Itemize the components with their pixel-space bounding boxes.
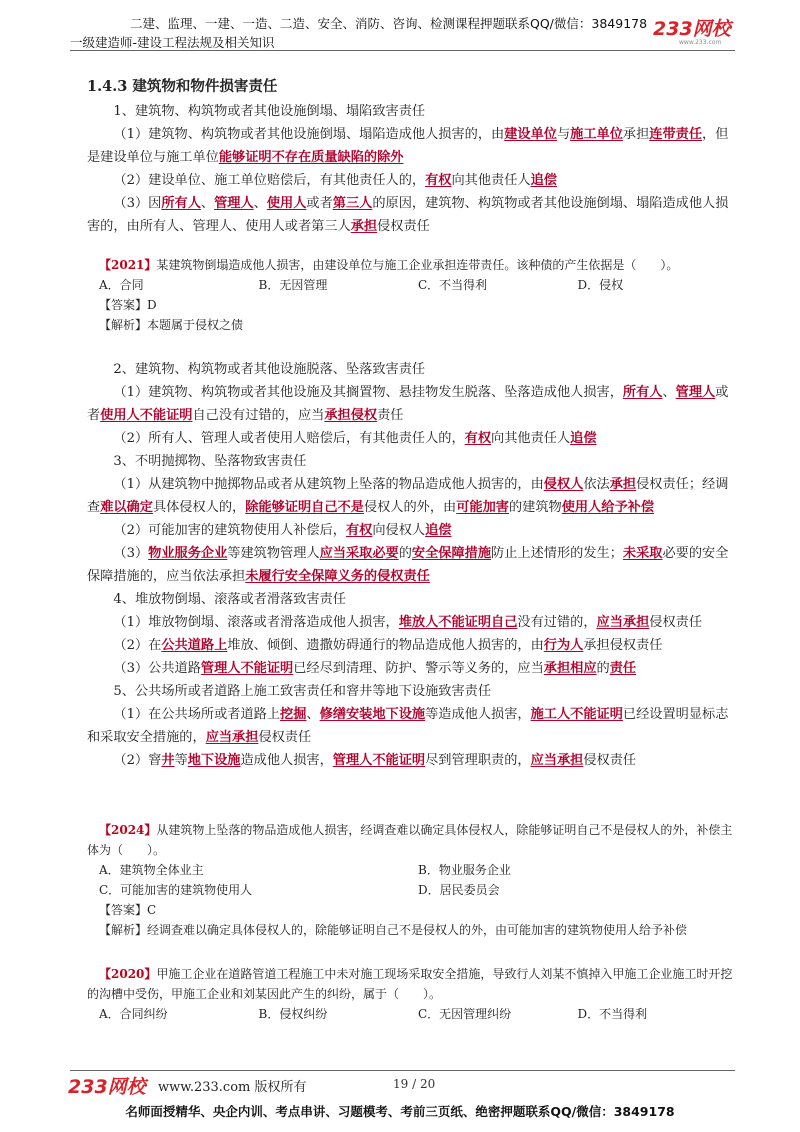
part-1-item-1: （1）建筑物、构筑物或者其他设施倒塌、塌陷造成他人损害的，由建设单位与施工单位承担连带责任，但是建设单位与施工单位能够证明不存在质量缺陷的除外 [87,127,729,165]
question-stem: 【2024】从建筑物上坠落的物品造成他人损害，经调查难以确定具体侵权人，除能够证明自己不是侵权人的外，补偿主体为（ ）。 [87,823,733,857]
footer-divider [70,1070,735,1071]
option-c: C．无因管理纠纷 [418,1007,512,1021]
option-d: D．侵权 [577,278,624,292]
question-answer: 【答案】D [99,298,157,312]
part-4-item-3: （3）公共道路管理人不能证明已经尽到清理、防护、警示等义务的，应当承担相应的责任 [113,661,637,676]
option-c: C．可能加害的建筑物使用人 [99,883,253,897]
part-1-item-2: （2）建设单位、施工单位赔偿后，有其他责任人的，有权向其他责任人追偿 [113,173,557,188]
section-title: 1.4.3 建筑物和物件损害责任 [87,78,278,95]
part-4-heading: 4、堆放物倒塌、滚落或者滑落致害责任 [113,592,346,607]
part-3-item-2: （2）可能加害的建筑物使用人补偿后，有权向侵权人追偿 [113,523,452,538]
footer-site: www.233.com 版权所有 [158,1080,307,1095]
question-options-row-1 [87,860,737,880]
footer-logo-icon [68,1073,153,1099]
option-d: D．居民委员会 [418,883,500,897]
part-5-item-1: （1）在公共场所或者道路上挖掘、修缮安装地下设施等造成他人损害，施工人不能证明已经设置明显标志和采取安全措施的，应当承担侵权责任 [87,707,729,745]
part-2-5 [87,358,737,772]
part-3-heading: 3、不明抛掷物、坠落物致害责任 [113,454,307,469]
part-4-item-2: （2）在公共道路上堆放、倾倒、遗撒妨碍通行的物品造成他人损害的，由行为人承担侵权责任 [113,638,663,653]
question-2021 [87,255,737,335]
part-3-item-3: （3）物业服务企业等建筑物管理人应当采取必要的安全保障措施防止上述情形的发生；未采取必要的安全保障措施的，应当依法承担未履行安全保障义务的侵权责任 [87,546,729,584]
question-2020 [87,964,737,1024]
question-2024 [87,820,737,940]
header-contact-line: 二建、监理、一建、一造、二造、安全、消防、咨询、检测课程押题联系QQ/微信：3849178 [130,16,648,31]
option-a: A．合同 [99,278,144,292]
part-2-item-1: （1）建筑物、构筑物或者其他设施及其搁置物、悬挂物发生脱落、坠落造成他人损害，所有人、管理人或者使用人不能证明自己没有过错的，应当承担侵权责任 [87,385,729,423]
question-analysis: 【解析】经调查难以确定具体侵权人的，除能够证明自己不是侵权人的外，由可能加害的建筑物使用人给予补偿 [99,923,688,937]
question-options [87,275,737,295]
option-c: C．不当得利 [418,278,488,292]
svg-text:233网校: 233网校 [653,18,731,40]
header-course-title: 一级建造师-建设工程法规及相关知识 [70,35,275,50]
option-a: A．合同纠纷 [99,1007,168,1021]
question-stem: 【2020】甲施工企业在道路管道工程施工中未对施工现场采取安全措施，导致行人刘某不慎掉入甲施工企业施工时开挖的沟槽中受伤，甲施工企业和刘某因此产生的纠纷，属于（ ）。 [87,967,733,1001]
part-1-item-3: （3）因所有人、管理人、使用人或者第三人的原因，建筑物、构筑物或者其他设施倒塌、塌陷造成他人损害的，由所有人、管理人、使用人或者第三人承担侵权责任 [87,196,729,234]
svg-text:233网校: 233网校 [68,1076,146,1098]
part-2-heading: 2、建筑物、构筑物或者其他设施脱落、坠落致害责任 [113,362,426,377]
question-options [87,1004,737,1024]
question-stem: 【2021】某建筑物倒塌造成他人损害，由建设单位与施工企业承担连带责任。该种债的产生依据是（ ）。 [99,258,679,272]
part-1 [87,100,737,238]
svg-text:www.233.com: www.233.com [679,39,722,46]
header-divider [70,50,735,51]
part-2-item-2: （2）所有人、管理人或者使用人赔偿后，有其他责任人的，有权向其他责任人追偿 [113,431,597,446]
part-4-item-1: （1）堆放物倒塌、滚落或者滑落造成他人损害，堆放人不能证明自己没有过错的，应当承担侵权责任 [113,615,703,630]
part-5-heading: 5、公共场所或者道路上施工致害责任和窨井等地下设施致害责任 [113,684,492,699]
option-a: A．建筑物全体业主 [99,863,204,877]
page-number: 19 / 20 [393,1077,436,1091]
part-5-item-2: （2）窨井等地下设施造成他人损害，管理人不能证明尽到管理职责的，应当承担侵权责任 [113,753,637,768]
part-3-item-1: （1）从建筑物中抛掷物品或者从建筑物上坠落的物品造成他人损害的，由侵权人依法承担侵权责任；经调查难以确定具体侵权人的，除能够证明自己不是侵权人的外，由可能加害的建筑物使用人给予补偿 [87,477,729,515]
option-d: D．不当得利 [577,1007,648,1021]
question-answer: 【答案】C [99,903,157,917]
option-b: B．物业服务企业 [418,863,511,877]
question-analysis: 【解析】本题属于侵权之债 [99,318,244,332]
part-1-heading: 1、建筑物、构筑物或者其他设施倒塌、塌陷致害责任 [113,104,426,119]
question-options-row-2 [87,880,737,900]
option-b: B．无因管理 [258,278,328,292]
option-b: B．侵权纠纷 [258,1007,328,1021]
footer-contact-line: 名师面授精华、央企内训、考点串讲、习题模考、考前三页纸、绝密押题联系QQ/微信：3849178 [125,1104,675,1119]
logo-233-icon [653,16,738,46]
